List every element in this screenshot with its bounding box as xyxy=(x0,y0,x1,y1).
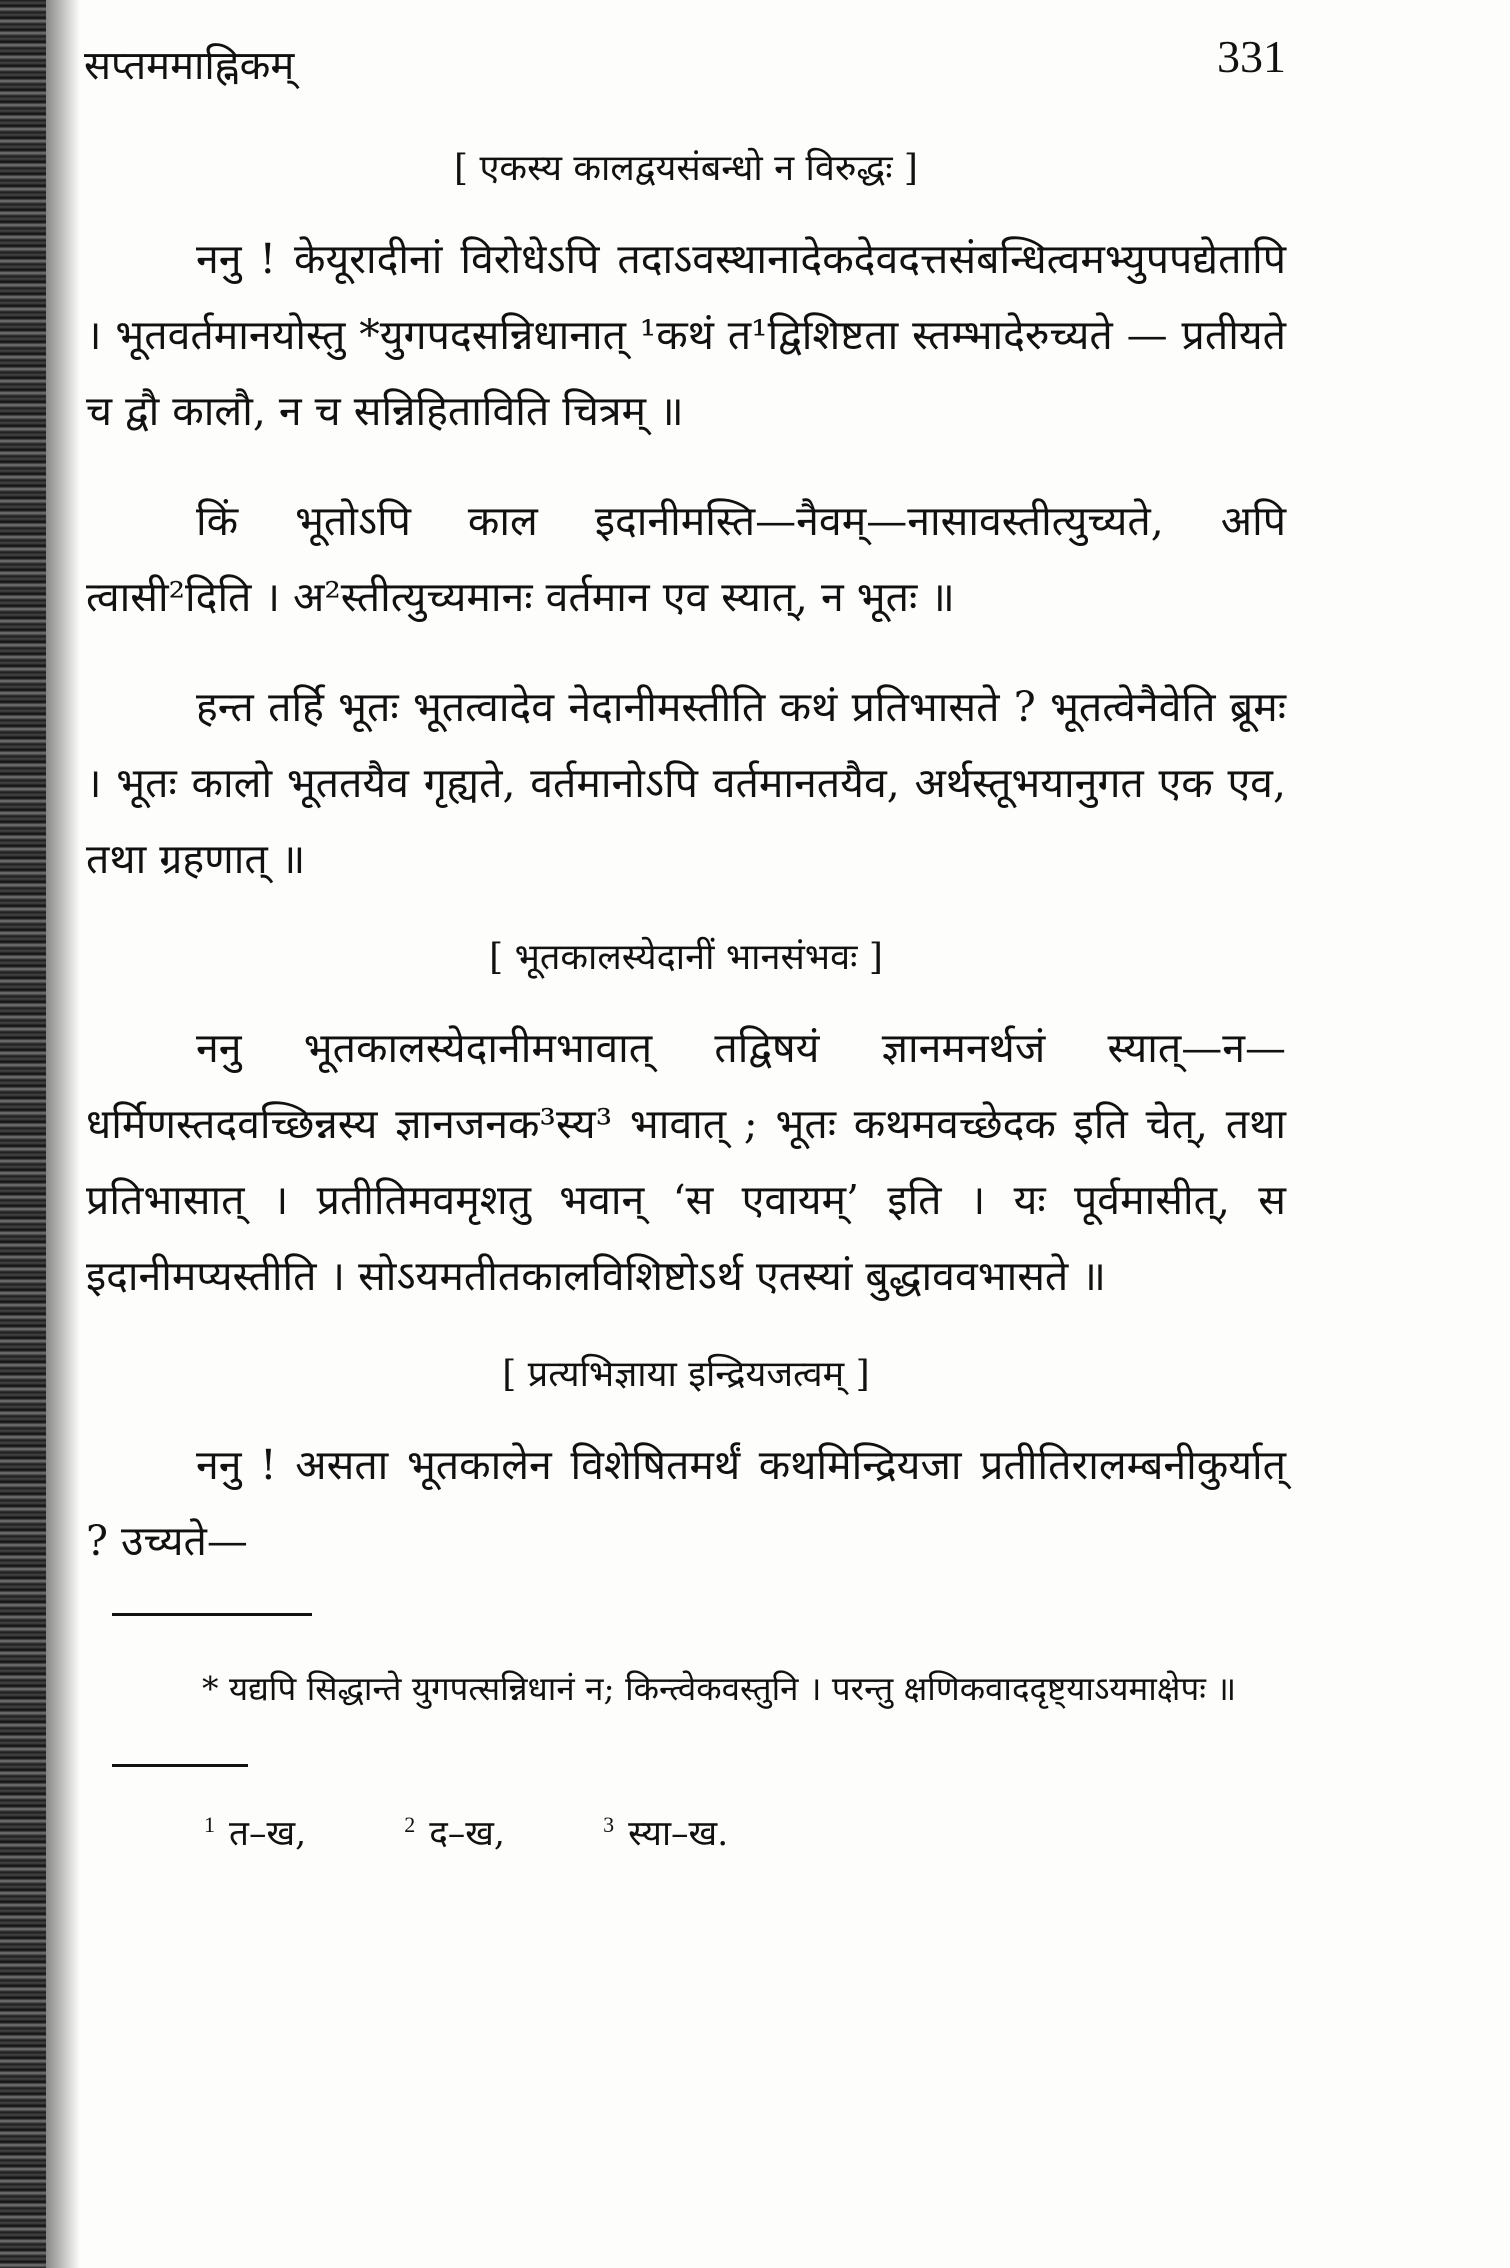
running-title: सप्तममाह्निकम् xyxy=(84,43,295,89)
gutter-shadow xyxy=(46,0,80,2268)
book-spine-shadow xyxy=(0,0,46,2268)
page-body xyxy=(86,142,1286,1856)
variants-rule xyxy=(112,1764,248,1767)
section-heading: [ एकस्य कालद्वयसंबन्धो न विरुद्धः ] xyxy=(454,148,918,189)
variant-reading-1: $^1$ त–ख, xyxy=(204,1812,307,1854)
paragraph: ननु ! असता भूतकालेन विशेषितमर्थं कथमिन्द्रियजा प्रतीतिरालम्बनीकुर्यात् ? उच्यते— xyxy=(86,1441,1286,1565)
section-2 xyxy=(86,931,1286,1314)
variant-readings xyxy=(86,1809,1286,1856)
footnote-star: * यद्यपि सिद्धान्ते युगपत्सन्निधानं न; किन्त्वेकवस्तुनि । परन्तु क्षणिकवाददृष्ट्याऽयमाक्षेपः ॥ xyxy=(202,1669,1237,1708)
paragraph: ननु भूतकालस्येदानीमभावात् तद्विषयं ज्ञानमनर्थजं स्यात्—न—धर्मिणस्तदवच्छिन्नस्य ज्ञानजनक³स्य³ भावात् ; भूतः कथमवच्छेदक इति चेत्, तथा प्रतिभासात् । प्रतीतिमवमृशतु भवान् ‘स एवायम्’ इति । यः पूर्वमासीत्, स इदानीमप्यस्तीति । सोऽयमतीतकालविशिष्टोऽर्थ एतस्यां बुद्धाववभासते ॥ xyxy=(86,1024,1286,1300)
section-3 xyxy=(86,1348,1286,1579)
section-heading: [ भूतकालस्येदानीं भानसंभवः ] xyxy=(489,937,883,978)
variant-reading-2: $^2$ द–ख, xyxy=(404,1812,506,1854)
page-number: 331 xyxy=(1217,31,1286,82)
paragraph: किं भूतोऽपि काल इदानीमस्ति—नैवम्—नासावस्तीत्युच्यते, अपि त्वासी²दिति । अ²स्तीत्युच्यमानः वर्तमान एव स्यात्, न भूतः ॥ xyxy=(86,497,1286,621)
section-heading: [ प्रत्यभिज्ञाया इन्द्रियजत्वम् ] xyxy=(502,1354,870,1395)
paragraph: ननु ! केयूरादीनां विरोधेऽपि तदाऽवस्थानादेकदेवदत्तसंबन्धित्वमभ्युपपद्येतापि । भूतवर्तमानयोस्तु *युगपदसन्निधानात् ¹कथं त¹द्विशिष्टता स्तम्भादेरुच्यते — प्रतीयते च द्वौ कालौ, न च सन्निहिताविति चित्रम् ॥ xyxy=(86,235,1286,435)
footnote-rule xyxy=(112,1613,312,1616)
section-1 xyxy=(86,142,1286,897)
paragraph: हन्त तर्हि भूतः भूतत्वादेव नेदानीमस्तीति कथं प्रतिभासते ? भूतत्वेनैवेति ब्रूमः । भूतः कालो भूततयैव गृह्यते, वर्तमानोऽपि वर्तमानतयैव, अर्थस्तूभयानुगत एक एव, तथा ग्रहणात् ॥ xyxy=(86,683,1286,883)
variant-reading-3: $^3$ स्या–ख. xyxy=(603,1812,729,1854)
